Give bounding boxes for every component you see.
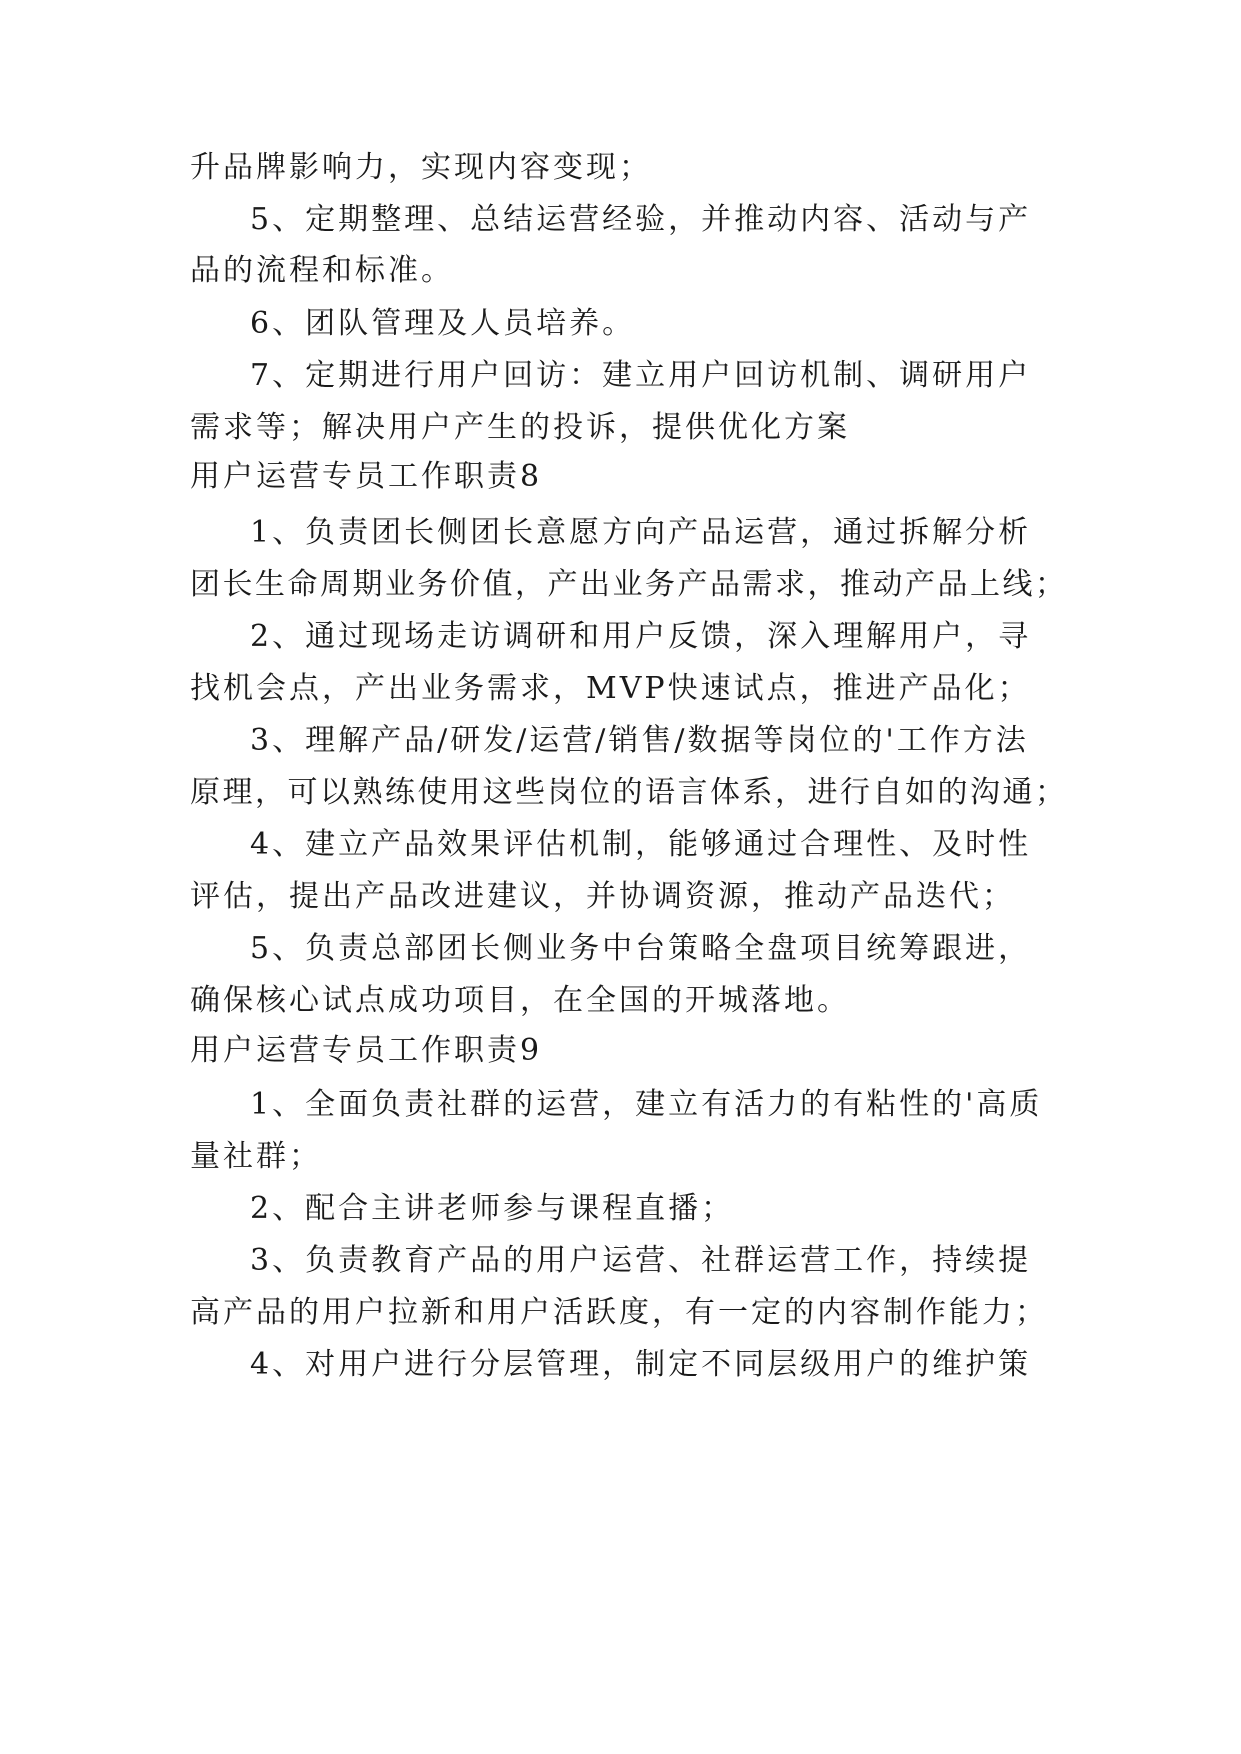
- paragraph-line: 3、负责教育产品的用户运营、社群运营工作，持续提: [250, 1243, 1032, 1278]
- paragraph-line: 品的流程和标准。: [190, 253, 454, 288]
- paragraph-line: 高产品的用户拉新和用户活跃度，有一定的内容制作能力；: [190, 1295, 1048, 1330]
- paragraph-line: 6、团队管理及人员培养。: [250, 306, 636, 341]
- paragraph-line: 量社群；: [190, 1139, 322, 1174]
- paragraph-line: 1、全面负责社群的运营，建立有活力的有粘性的'高质: [250, 1087, 1043, 1122]
- section-heading: 用户运营专员工作职责9: [190, 1033, 543, 1068]
- paragraph-line: 2、通过现场走访调研和用户反馈，深入理解用户，寻: [250, 619, 1032, 654]
- paragraph-line: 5、负责总部团长侧业务中台策略全盘项目统筹跟进，: [250, 931, 1032, 966]
- paragraph-line: 7、定期进行用户回访：建立用户回访机制、调研用户: [250, 358, 1032, 393]
- paragraph-line: 升品牌影响力，实现内容变现；: [190, 150, 652, 185]
- paragraph-line: 找机会点，产出业务需求，MVP快速试点，推进产品化；: [190, 671, 1031, 706]
- paragraph-line: 3、理解产品/研发/运营/销售/数据等岗位的'工作方法: [250, 723, 1029, 758]
- paragraph-line: 团长生命周期业务价值，产出业务产品需求，推动产品上线；: [190, 567, 1068, 602]
- paragraph-line: 评估，提出产品改进建议，并协调资源，推动产品迭代；: [190, 879, 1015, 914]
- paragraph-line: 5、定期整理、总结运营经验，并推动内容、活动与产: [250, 202, 1032, 237]
- section-heading: 用户运营专员工作职责8: [190, 459, 543, 494]
- paragraph-line: 1、负责团长侧团长意愿方向产品运营，通过拆解分析: [250, 515, 1032, 550]
- paragraph-line: 2、配合主讲老师参与课程直播；: [250, 1191, 735, 1226]
- paragraph-line: 4、建立产品效果评估机制，能够通过合理性、及时性: [250, 827, 1032, 862]
- paragraph-line: 4、对用户进行分层管理，制定不同层级用户的维护策: [250, 1347, 1032, 1382]
- paragraph-line: 确保核心试点成功项目，在全国的开城落地。: [190, 983, 850, 1018]
- paragraph-line: 原理，可以熟练使用这些岗位的语言体系，进行自如的沟通；: [190, 775, 1068, 810]
- paragraph-line: 需求等；解决用户产生的投诉，提供优化方案: [190, 410, 850, 445]
